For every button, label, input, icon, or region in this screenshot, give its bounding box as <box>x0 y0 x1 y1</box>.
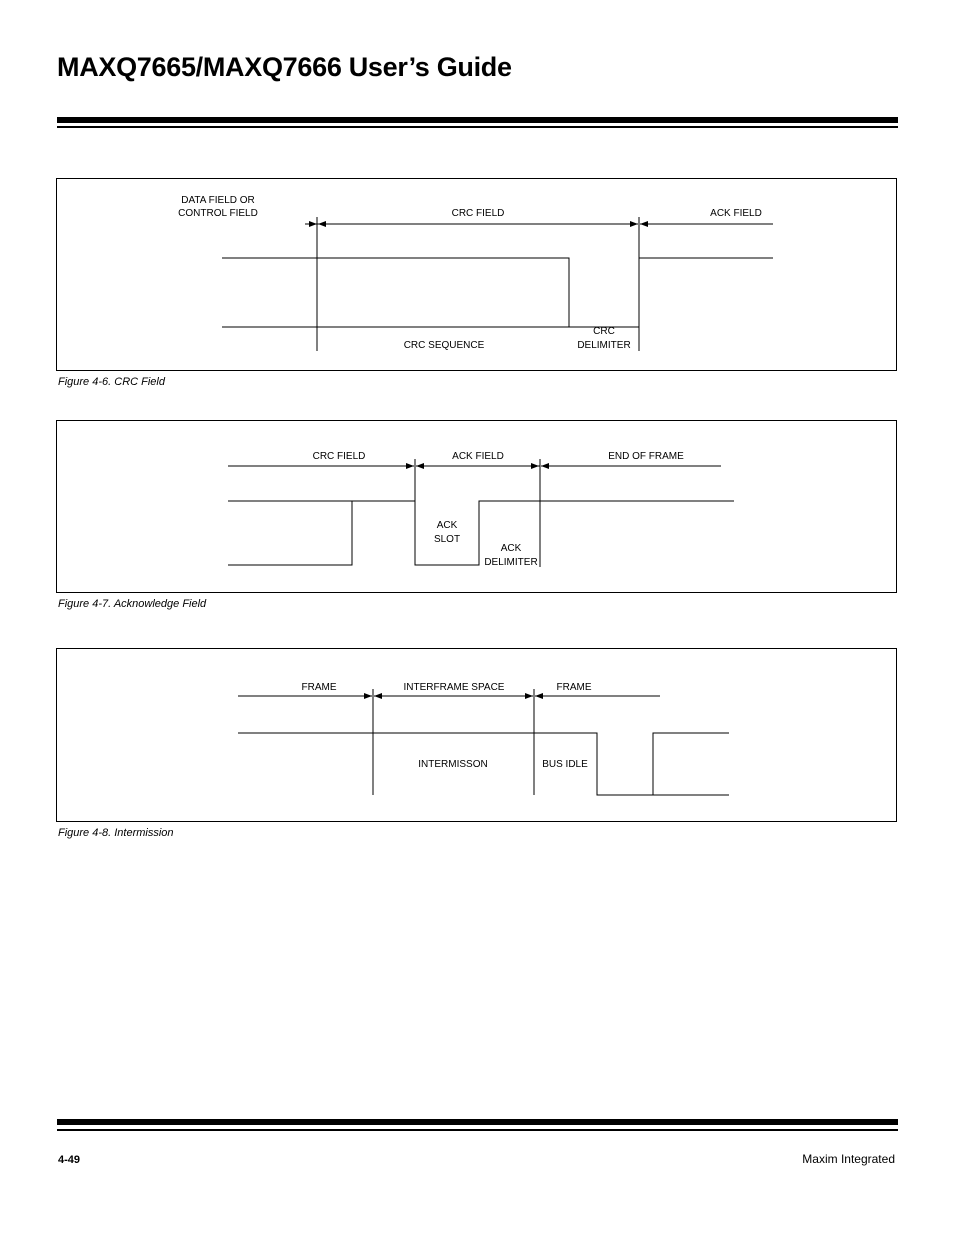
bus-signal-waveform <box>222 258 773 327</box>
header-rule-thin <box>57 126 898 128</box>
figure-acknowledge-field <box>56 420 897 593</box>
bus-signal-waveform-low <box>228 501 352 565</box>
figure-caption: Figure 4-7. Acknowledge Field <box>58 598 207 610</box>
label-crc-field: CRC FIELD <box>312 451 366 462</box>
label-bus-idle: BUS IDLE <box>542 759 588 770</box>
label-crc-delimiter-line1: CRC <box>593 326 615 337</box>
crc-field-diagram <box>57 179 898 372</box>
label-data-field-line1: DATA FIELD OR <box>181 195 255 206</box>
figure-caption: Figure 4-6. CRC Field <box>58 376 165 388</box>
footer-rule-thin <box>57 1129 898 1131</box>
label-data-field-line2: CONTROL FIELD <box>178 208 258 219</box>
footer-rule-thick <box>57 1119 898 1125</box>
label-ack-delimiter-line2: DELIMITER <box>484 557 538 568</box>
figure-caption: Figure 4-8. Intermission <box>58 827 174 839</box>
page-number: 4-49 <box>58 1154 81 1166</box>
label-frame-right: FRAME <box>556 682 592 693</box>
label-end-of-frame: END OF FRAME <box>608 451 684 462</box>
label-crc-field: CRC FIELD <box>451 208 505 219</box>
label-ack-field: ACK FIELD <box>452 451 504 462</box>
label-ack-slot-line1: ACK <box>436 520 458 531</box>
figure-crc-field <box>56 178 897 371</box>
label-interframe-space: INTERFRAME SPACE <box>403 682 505 693</box>
acknowledge-field-diagram <box>57 421 898 594</box>
ack-slot-dip <box>415 501 734 565</box>
label-frame-left: FRAME <box>301 682 337 693</box>
label-intermission: INTERMISSON <box>418 759 488 770</box>
label-crc-sequence: CRC SEQUENCE <box>403 340 485 351</box>
intermission-diagram <box>57 649 898 823</box>
header-rule-thick <box>57 117 898 123</box>
company-name: Maxim Integrated <box>802 1152 895 1166</box>
figure-intermission <box>56 648 897 822</box>
label-crc-delimiter-line2: DELIMITER <box>577 340 631 351</box>
label-ack-field: ACK FIELD <box>710 208 762 219</box>
label-ack-delimiter-line1: ACK <box>500 543 522 554</box>
label-ack-slot-line2: SLOT <box>433 534 461 545</box>
page-title: MAXQ7665/MAXQ7666 User’s Guide <box>57 52 512 82</box>
